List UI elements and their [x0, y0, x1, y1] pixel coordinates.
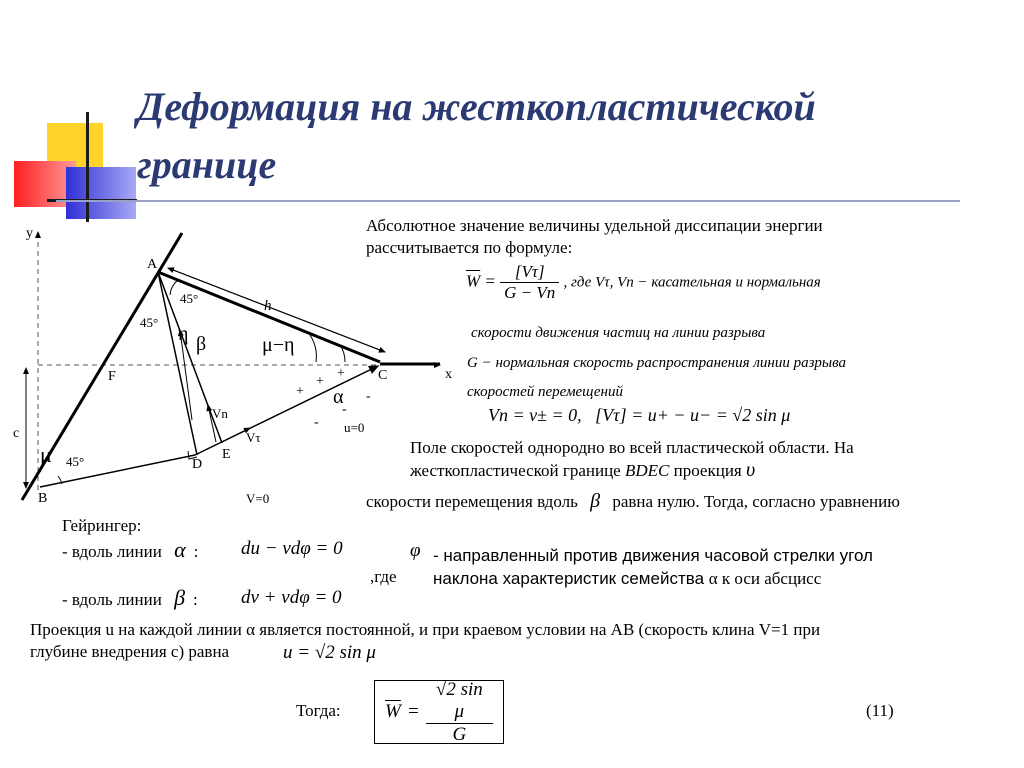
label-f: F: [108, 369, 116, 384]
field-text: [410, 437, 1010, 482]
formula-desc-line-2: скорости движения частиц на линии разрыва: [471, 325, 766, 341]
decor-vline: [86, 112, 89, 222]
label-minus-3: -: [314, 415, 319, 430]
final-denominator: G: [452, 723, 467, 745]
field-upsilon: υ: [746, 459, 756, 481]
label-x: x: [445, 367, 452, 382]
phi-desc-line-1: - направленный против движения часовой стрелки угол: [433, 546, 873, 565]
final-numerator: √2 sin μ: [426, 679, 493, 724]
formula-fraction: [500, 262, 559, 303]
phi-symbol: φ: [410, 540, 421, 561]
geiringer-beta: [62, 587, 198, 611]
field-bdec: BDEC: [624, 461, 670, 480]
label-mu: μ: [40, 442, 52, 467]
label-a: A: [147, 257, 158, 272]
label-mu-eta: μ−η: [262, 334, 295, 356]
label-alpha: α: [333, 386, 344, 408]
arc-45-top: [170, 280, 178, 295]
label-45-b: 45°: [140, 315, 159, 330]
where-label: ,где: [370, 567, 397, 586]
equation-u: u = √2 sin μ: [283, 642, 376, 663]
label-plus-3: +: [337, 366, 345, 381]
field-line-1: Поле скоростей однородно во всей пластической области. На: [410, 438, 854, 457]
arc-mu-eta: [310, 335, 316, 362]
line-bd: [40, 455, 195, 487]
alpha-symbol: α: [174, 537, 186, 562]
label-beta: β: [196, 333, 207, 355]
projection-b: равна нулю. Тогда, согласно уравнению: [608, 492, 900, 511]
final-eq: =: [406, 701, 420, 722]
phi-desc-2a: наклона характеристик семейства: [433, 569, 709, 588]
intro-line-2: рассчитывается по формуле:: [366, 238, 573, 257]
colon-beta: :: [193, 590, 198, 609]
decor-square-blue: [66, 167, 136, 219]
label-plus-2: +: [316, 374, 324, 389]
formula-eq: =: [484, 271, 501, 291]
g-desc-line-1: G − нормальная скорость распространения линии разрыва: [467, 355, 846, 371]
equation-number: (11): [866, 701, 894, 720]
intro-line-1: Абсолютное значение величины удельной диссипации энергии: [366, 216, 823, 235]
label-45-a: 45°: [180, 291, 199, 306]
projection-a: скорости перемещения вдоль: [366, 492, 583, 511]
beta-symbol: β: [174, 585, 186, 610]
equation-alpha: du − vdφ = 0: [241, 538, 343, 559]
formula-velocity-jump: Vn = v± = 0, [Vτ] = u+ − u− = √2 sin μ: [488, 405, 791, 425]
intro-text: [366, 215, 986, 259]
final-fraction: [426, 679, 493, 746]
colon-alpha: :: [193, 542, 199, 561]
label-h: h: [264, 298, 272, 314]
geiringer-label: Гейрингер:: [62, 516, 142, 535]
geometry-diagram: [8, 222, 468, 522]
formula-desc: , где Vτ, Vn − касательная и нормальная: [563, 274, 821, 291]
projection-u-line-1: Проекция u на каждой линии α является постоянной, и при краевом условии на AB (скорость клина V=1 при: [30, 620, 821, 639]
label-c-point: C: [378, 368, 388, 383]
projection-text: [366, 490, 1006, 513]
field-line-2a: жесткопластической границе: [410, 461, 625, 480]
label-b: B: [38, 491, 48, 506]
label-v0: V=0: [246, 491, 270, 506]
label-vn: Vn: [212, 406, 228, 421]
label-plus-1: +: [296, 384, 304, 399]
projection-u-text: [30, 619, 1010, 663]
final-formula-box: [374, 680, 504, 744]
projection-beta: β: [590, 490, 601, 512]
formula-numerator: [Vτ]: [500, 262, 559, 283]
label-y: y: [26, 226, 33, 241]
title-divider: [56, 200, 960, 202]
label-45-c: 45°: [66, 454, 85, 469]
projection-u-line-2: глубине внедрения c) равна: [30, 642, 230, 661]
final-w: $\overline{W}$: [385, 701, 401, 722]
phi-desc-line-2: [433, 567, 1013, 590]
geiringer-alpha: [62, 539, 198, 563]
g-desc-line-2: скоростей перемещений: [467, 384, 623, 400]
label-eta: η: [178, 323, 189, 345]
field-line-2b: проекция: [669, 461, 746, 480]
formula-w: $\overline{W}$: [466, 271, 481, 291]
phi-desc-2b: α к оси абсцисс: [708, 569, 822, 588]
formula-dissipation: [466, 262, 1006, 303]
label-e: E: [222, 447, 231, 462]
along-alpha-label: - вдоль линии: [62, 542, 167, 561]
title-line-2: границе: [137, 142, 277, 187]
then-label: Тогда:: [296, 701, 341, 720]
label-minus-2: -: [342, 402, 347, 417]
field-line-2: [410, 459, 1010, 482]
label-vtau: Vτ: [246, 430, 261, 445]
label-c: c: [13, 426, 20, 441]
title-line-1: Деформация на жесткопластической: [137, 84, 816, 129]
label-u0: u=0: [344, 420, 365, 435]
equation-beta: dv + vdφ = 0: [241, 587, 342, 608]
label-d: D: [192, 457, 203, 472]
label-minus-1: -: [366, 389, 371, 404]
phi-description: [433, 544, 1013, 590]
page-title: [137, 78, 997, 194]
formula-denominator: G − Vn: [504, 283, 556, 302]
along-beta-label: - вдоль линии: [62, 590, 167, 609]
